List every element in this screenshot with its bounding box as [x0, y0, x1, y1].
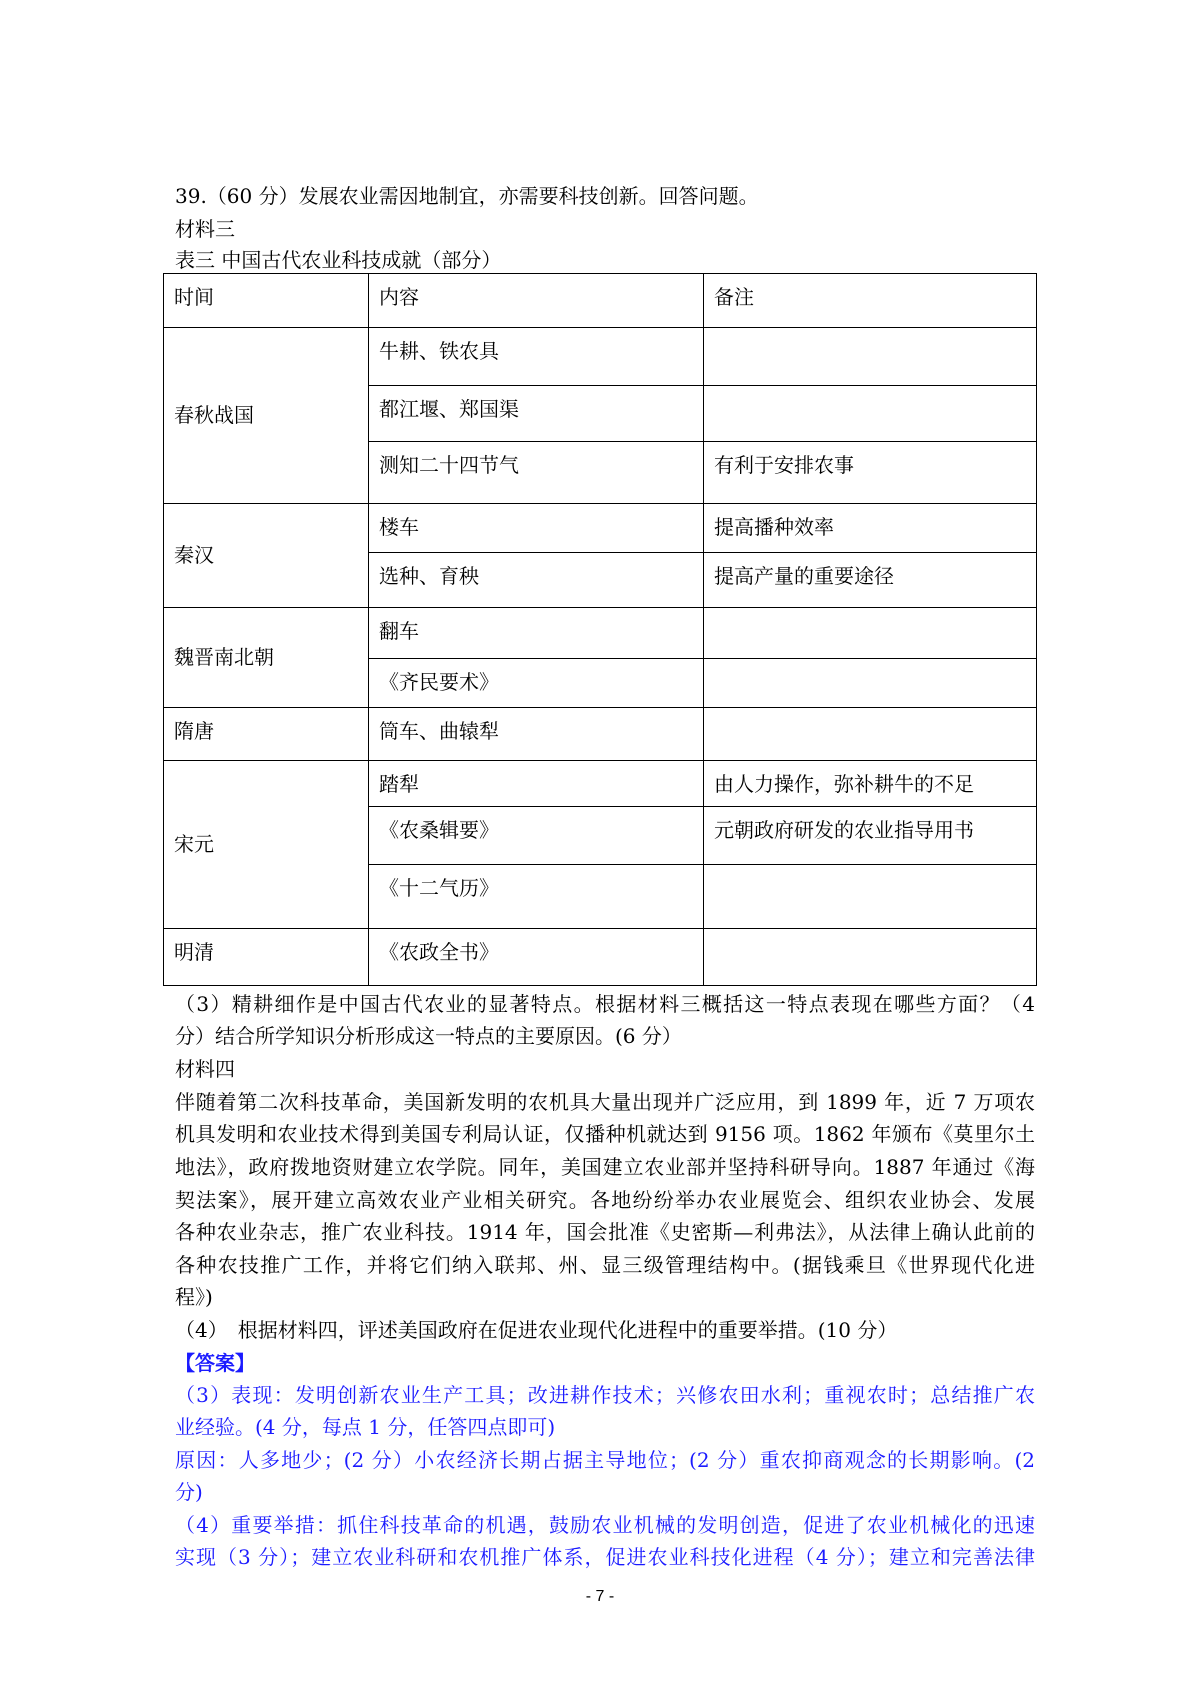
- period-cell: 宋元: [164, 760, 369, 928]
- note-cell: [704, 707, 1037, 760]
- table-row: [164, 760, 1037, 807]
- note-cell: 元朝政府研发的农业指导用书: [704, 807, 1037, 865]
- table-row: [164, 928, 1037, 985]
- period-cell: 魏晋南北朝: [164, 608, 369, 707]
- content-cell: 牛耕、铁农具: [369, 327, 704, 385]
- answer-line: 原因：人多地少；(2 分）小农经济长期占据主导地位；(2 分）重农抑商观念的长期影响。(2: [175, 1448, 1035, 1472]
- content-cell: 测知二十四节气: [369, 442, 704, 503]
- period-cell: 隋唐: [164, 707, 369, 760]
- table-row: [164, 707, 1037, 760]
- material4-line: 契法案》，展开建立高效农业产业相关研究。各地纷纷举办农业展览会、组织农业协会、发展: [175, 1188, 1035, 1212]
- table-row: [164, 503, 1037, 553]
- material4-label: 材料四: [175, 1057, 235, 1081]
- content-cell: 《农桑辑要》: [369, 807, 704, 865]
- content-cell: 选种、育秧: [369, 553, 704, 608]
- note-cell: [704, 659, 1037, 708]
- table-row: [164, 327, 1037, 385]
- content-cell: 《农政全书》: [369, 928, 704, 985]
- material4-line: 伴随着第二次科技革命，美国新发明的农机具大量出现并广泛应用，到 1899 年，近 7 万项农: [175, 1090, 1035, 1114]
- note-cell: 提高产量的重要途径: [704, 553, 1037, 608]
- achievements-table: [163, 273, 1037, 986]
- table-header-row: [164, 274, 1037, 328]
- content-cell: 《十二气历》: [369, 865, 704, 928]
- content-cell: 《齐民要术》: [369, 659, 704, 708]
- material3-label: 材料三: [175, 217, 235, 241]
- content-cell: 楼车: [369, 503, 704, 553]
- period-cell: 明清: [164, 928, 369, 985]
- material4-line: 地法》，政府拨地资财建立农学院。同年，美国建立农业部并坚持科研导向。1887 年通过《海: [175, 1155, 1035, 1179]
- table-caption: 表三 中国古代农业科技成就（部分）: [175, 248, 502, 272]
- header-content: 内容: [369, 274, 704, 328]
- note-cell: 有利于安排农事: [704, 442, 1037, 503]
- header-time: 时间: [164, 274, 369, 328]
- content-cell: 踏犁: [369, 760, 704, 807]
- note-cell: [704, 865, 1037, 928]
- note-cell: 提高播种效率: [704, 503, 1037, 553]
- question-heading: 39.（60 分）发展农业需因地制宜，亦需要科技创新。回答问题。: [175, 184, 759, 208]
- material4-line: 程》): [175, 1285, 213, 1309]
- answer-line: 实现（3 分）；建立农业科研和农机推广体系，促进农业科技化进程（4 分）；建立和完善法律: [175, 1545, 1035, 1569]
- note-cell: [704, 928, 1037, 985]
- material4-line: 机具发明和农业技术得到美国专利局认证，仅播种机就达到 9156 项。1862 年颁布《莫里尔土: [175, 1122, 1035, 1146]
- note-cell: 由人力操作，弥补耕牛的不足: [704, 760, 1037, 807]
- note-cell: [704, 386, 1037, 442]
- content-cell: 都江堰、郑国渠: [369, 386, 704, 442]
- answer-line: （3）表现：发明创新农业生产工具；改进耕作技术；兴修农田水利；重视农时；总结推广农: [175, 1383, 1035, 1407]
- q3-line-1: （3）精耕细作是中国古代农业的显著特点。根据材料三概括这一特点表现在哪些方面？（4: [175, 992, 1035, 1016]
- material4-line: 各种农业杂志，推广农业科技。1914 年，国会批准《史密斯—利弗法》，从法律上确认此前的: [175, 1220, 1035, 1244]
- table-row: [164, 608, 1037, 659]
- answer-line: 业经验。(4 分，每点 1 分，任答四点即可): [175, 1415, 556, 1439]
- content-cell: 筒车、曲辕犁: [369, 707, 704, 760]
- period-cell: 春秋战国: [164, 327, 369, 503]
- page-number: - 7 -: [585, 1588, 615, 1605]
- q4-text: （4） 根据材料四，评述美国政府在促进农业现代化进程中的重要举措。(10 分）: [175, 1318, 898, 1342]
- note-cell: [704, 608, 1037, 659]
- material4-line: 各种农技推广工作，并将它们纳入联邦、州、显三级管理结构中。(据钱乘旦《世界现代化进: [175, 1253, 1035, 1277]
- q3-line-2: 分）结合所学知识分析形成这一特点的主要原因。(6 分）: [175, 1024, 682, 1048]
- answer-line: （4）重要举措：抓住科技革命的机遇，鼓励农业机械的发明创造，促进了农业机械化的迅速: [175, 1513, 1035, 1537]
- answer-line: 分): [175, 1480, 203, 1504]
- answer-label: 【答案】: [175, 1351, 255, 1375]
- header-note: 备注: [704, 274, 1037, 328]
- content-cell: 翻车: [369, 608, 704, 659]
- note-cell: [704, 327, 1037, 385]
- period-cell: 秦汉: [164, 503, 369, 608]
